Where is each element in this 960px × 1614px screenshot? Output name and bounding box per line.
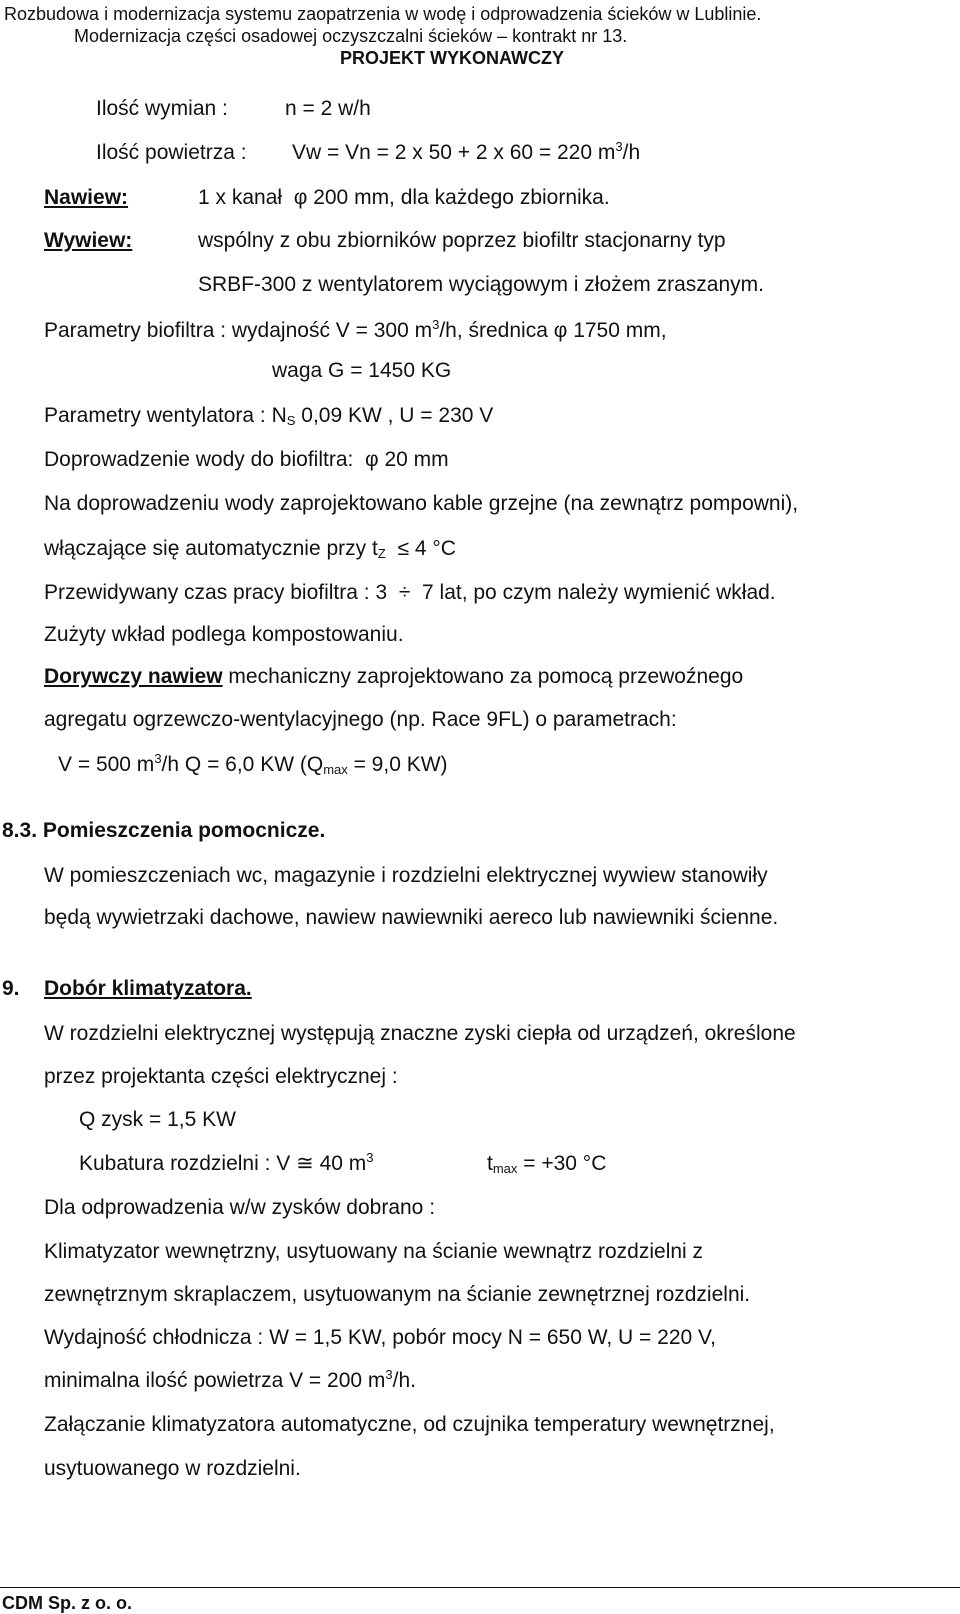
occasional-supply-2: agregatu ogrzewczo-wentylacyjnego (np. Race 9FL) o parametrach: [44, 708, 677, 731]
cooling-capacity: Wydajność chłodnicza : W = 1,5 KW, pobór mocy N = 650 W, U = 220 V, [44, 1326, 716, 1349]
biofilter-lifetime: Przewidywany czas pracy biofiltra : 3 ÷ 7 lat, po czym należy wymienić wkład. [44, 581, 776, 604]
section-9-p9: usytuowanego w rozdzielni. [44, 1457, 301, 1480]
section-9-number: 9. [2, 977, 20, 1000]
section-9-p3: Dla odprowadzenia w/w zysków dobrano : [44, 1196, 436, 1219]
occasional-supply-heading: Dorywczy nawiew [44, 665, 223, 688]
footer-rule [0, 1587, 960, 1588]
footer-company: CDM Sp. z o. o. [2, 1593, 132, 1613]
header-contract: Modernizacja części osadowej oczyszczalni ścieków – kontrakt nr 13. [74, 26, 628, 46]
airflow-label: Ilość powietrza : [96, 141, 247, 164]
min-airflow: minimalna ilość powietrza V = 200 $m^3/h$. [44, 1367, 416, 1392]
section-9-p2: przez projektanta części elektrycznej : [44, 1065, 398, 1088]
water-supply: Doprowadzenie wody do biofiltra: φ 20 mm [44, 448, 449, 471]
section-8-3-line-2: będą wywietrzaki dachowe, nawiew nawiewniki aereco lub nawiewniki ścienne. [44, 906, 779, 929]
section-8-3-heading: 8.3. Pomieszczenia pomocnicze. [2, 819, 326, 842]
exhaust-heading: Wywiew: [44, 229, 133, 252]
section-9-p5: zewnętrznym skraplaczem, usytuowanym na ścianie zewnętrznej rozdzielni. [44, 1283, 751, 1306]
supply-heading: Nawiew: [44, 186, 129, 209]
airflow-equation: Vw = Vn = 2 x 50 + 2 x 60 = 220 $m^3/h$ [292, 139, 641, 164]
heating-cables-threshold: włączające się automatycznie przy $t_Z \le 4$ °C [44, 537, 456, 561]
header-project-type: PROJEKT WYKONAWCZY [340, 48, 565, 68]
section-9-p4: Klimatyzator wewnętrzny, usytuowany na ścianie wewnątrz rozdzielni z [44, 1240, 704, 1263]
exchange-label: Ilość wymian : [96, 97, 228, 120]
compost-note: Zużyty wkład podlega kompostowaniu. [44, 623, 404, 646]
max-temperature: $t_{max} = +30$ °C [487, 1152, 607, 1176]
section-9-heading: Dobór klimatyzatora. [44, 977, 252, 1000]
heating-cables: Na doprowadzeniu wody zaprojektowano kable grzejne (na zewnątrz pompowni), [44, 492, 799, 515]
heat-gain: Q zysk = 1,5 KW [79, 1108, 236, 1131]
room-volume: Kubatura rozdzielni : V ≅ 40 $m^3$ [79, 1150, 374, 1175]
supply-text: 1 x kanał φ 200 mm, dla każdego zbiornika. [198, 186, 610, 209]
section-9-p1: W rozdzielni elektrycznej występują znaczne zyski ciepła od urządzeń, określone [44, 1022, 796, 1045]
biofilter-params: Parametry biofiltra : wydajność V = 300 $m^3/h$, średnica φ 1750 mm, [44, 317, 667, 342]
occasional-supply-params: V = 500 $m^3/h$ Q = 6,0 KW ($Q_{max} = 9,0$ KW) [58, 751, 448, 777]
section-9-p8: Załączanie klimatyzatora automatyczne, od czujnika temperatury wewnętrznej, [44, 1413, 775, 1436]
exhaust-text-2: SRBF-300 z wentylatorem wyciągowym i złożem zraszanym. [198, 273, 764, 296]
exchange-value: n = 2 w/h [285, 97, 371, 120]
exhaust-text: wspólny z obu zbiorników poprzez biofiltr stacjonarny typ [198, 229, 726, 252]
header-project-title: Rozbudowa i modernizacja systemu zaopatrzenia w wodę i odprowadzenia ścieków w Lublinie. [4, 4, 762, 24]
section-8-3-line-1: W pomieszczeniach wc, magazynie i rozdzielni elektrycznej wywiew stanowiły [44, 864, 768, 887]
occasional-supply: Dorywczy nawiew mechaniczny zaprojektowano za pomocą przewoźnego [44, 665, 744, 688]
fan-params: Parametry wentylatora : $N_S$ 0,09 KW , U = 230 V [44, 404, 494, 428]
biofilter-weight: waga G = 1450 KG [272, 359, 452, 382]
